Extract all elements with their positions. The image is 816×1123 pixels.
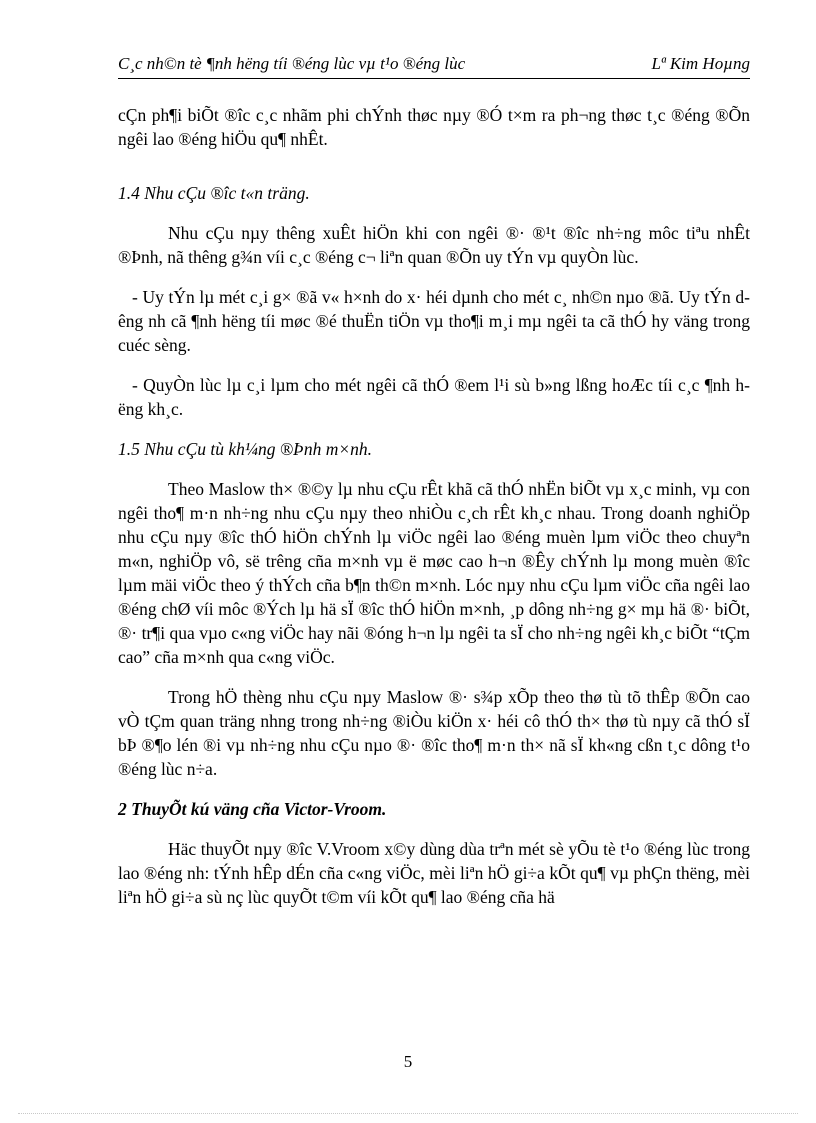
section-heading-1-5: 1.5 Nhu cÇu tù kh¼ng ®Þnh m×nh. [118, 439, 373, 459]
header-divider [118, 78, 750, 79]
footer-divider [18, 1113, 798, 1114]
paragraph-5: Häc thuyÕt nµy ®îc V.Vroom x©y dùng dùa trªn mét sè yÕu tè t¹o ®éng lùc trong lao ®éng nh: tÝnh hÊp dÉn cña c«ng viÖc, mèi liªn hÖ gi÷a kÕt qu¶ vµ phÇn thëng, mèi liªn hÖ gi÷a sù nç lùc quyÕt t©m víi kÕt qu¶ lao ®éng cña hä [118, 839, 750, 907]
bullet-power: - QuyÒn lùc lµ c¸i lµm cho mét ngêi cã thÓ ®em l¹i sù b»ng lßng hoÆc tíi c¸c ¶nh hëng kh¸c. [118, 375, 750, 419]
header-title: C¸c nh©n tè ¶nh hëng tíi ®éng lùc vµ t¹o ®éng lùc [118, 54, 466, 73]
header-author: Lª Kim Hoµng [651, 54, 750, 73]
bullet-prestige: - Uy tÝn lµ mét c¸i g× ®ã v« h×nh do x· héi dµnh cho mét c¸ nh©n nµo ®ã. Uy tÝn dêng nh cã ¶nh hëng tíi møc ®é thuËn tiÖn vµ tho¶i m¸i mµ ngêi ta cã thÓ hy väng trong cuéc sèng. [118, 287, 750, 355]
section-heading-2: 2 ThuyÕt kú väng cña Victor-Vroom. [118, 799, 387, 819]
section-heading-1-4: 1.4 Nhu cÇu ®îc t«n träng. [118, 183, 310, 203]
page-body [118, 103, 750, 909]
page-number: 5 [403, 1052, 413, 1071]
paragraph-2: Nhu cÇu nµy thêng xuÊt hiÖn khi con ngêi ®· ®¹t ®îc nh÷ng môc tiªu nhÊt ®Þnh, nã thêng g¾n víi c¸c ®éng c¬ liªn quan ®Õn uy tÝn vµ quyÒn lùc. [118, 223, 750, 267]
paragraph-3: Theo Maslow th× ®©y lµ nhu cÇu rÊt khã cã thÓ nhËn biÕt vµ x¸c minh, vµ con ngêi tho¶ m·n nh÷ng nhu cÇu nµy theo nhiÒu c¸ch rÊt kh¸c nhau. Trong doanh nghiÖp nhu cÇu nµy ®îc thÓ hiÖn chÝnh lµ viÖc ngêi lao ®éng muèn lµm viÖc theo chuyªn m«n, nghiÖp vô, së trêng cña m×nh vµ ë møc cao h¬n ®Êy chÝnh lµ mong muèn ®îc lµm mäi viÖc theo ý thÝch cña b¶n th©n m×nh. Lóc nµy nhu cÇu lµm viÖc cña ngêi lao ®éng chØ víi môc ®Ých lµ hä sÏ ®îc thÓ hiÖn m×nh, ¸p dông nh÷ng g× mµ hä ®· biÕt, ®· tr¶i qua vµo c«ng viÖc hay nãi ®óng h¬n lµ ngêi ta sÏ cho nh÷ng ngêi kh¸c biÕt “tÇm cao” cña m×nh qua c«ng viÖc. [118, 479, 750, 667]
paragraph-4: Trong hÖ thèng nhu cÇu nµy Maslow ®· s¾p xÕp theo thø tù tõ thÊp ®Õn cao vÒ tÇm quan träng nhng trong nh÷ng ®iÒu kiÖn x· héi cô thÓ th× thø tù nµy cã thÓ sÏ bÞ ®¶o lén ®i vµ nh÷ng nhu cÇu nµo ®· ®îc tho¶ m·n th× nã sÏ kh«ng cßn t¸c dông t¹o ®éng lùc n÷a. [118, 687, 750, 779]
paragraph-1: cÇn ph¶i biÕt ®îc c¸c nhãm phi chÝnh thøc nµy ®Ó t×m ra ph¬ng thøc t¸c ®éng ®Õn ngêi lao ®éng hiÖu qu¶ nhÊt. [118, 105, 750, 149]
